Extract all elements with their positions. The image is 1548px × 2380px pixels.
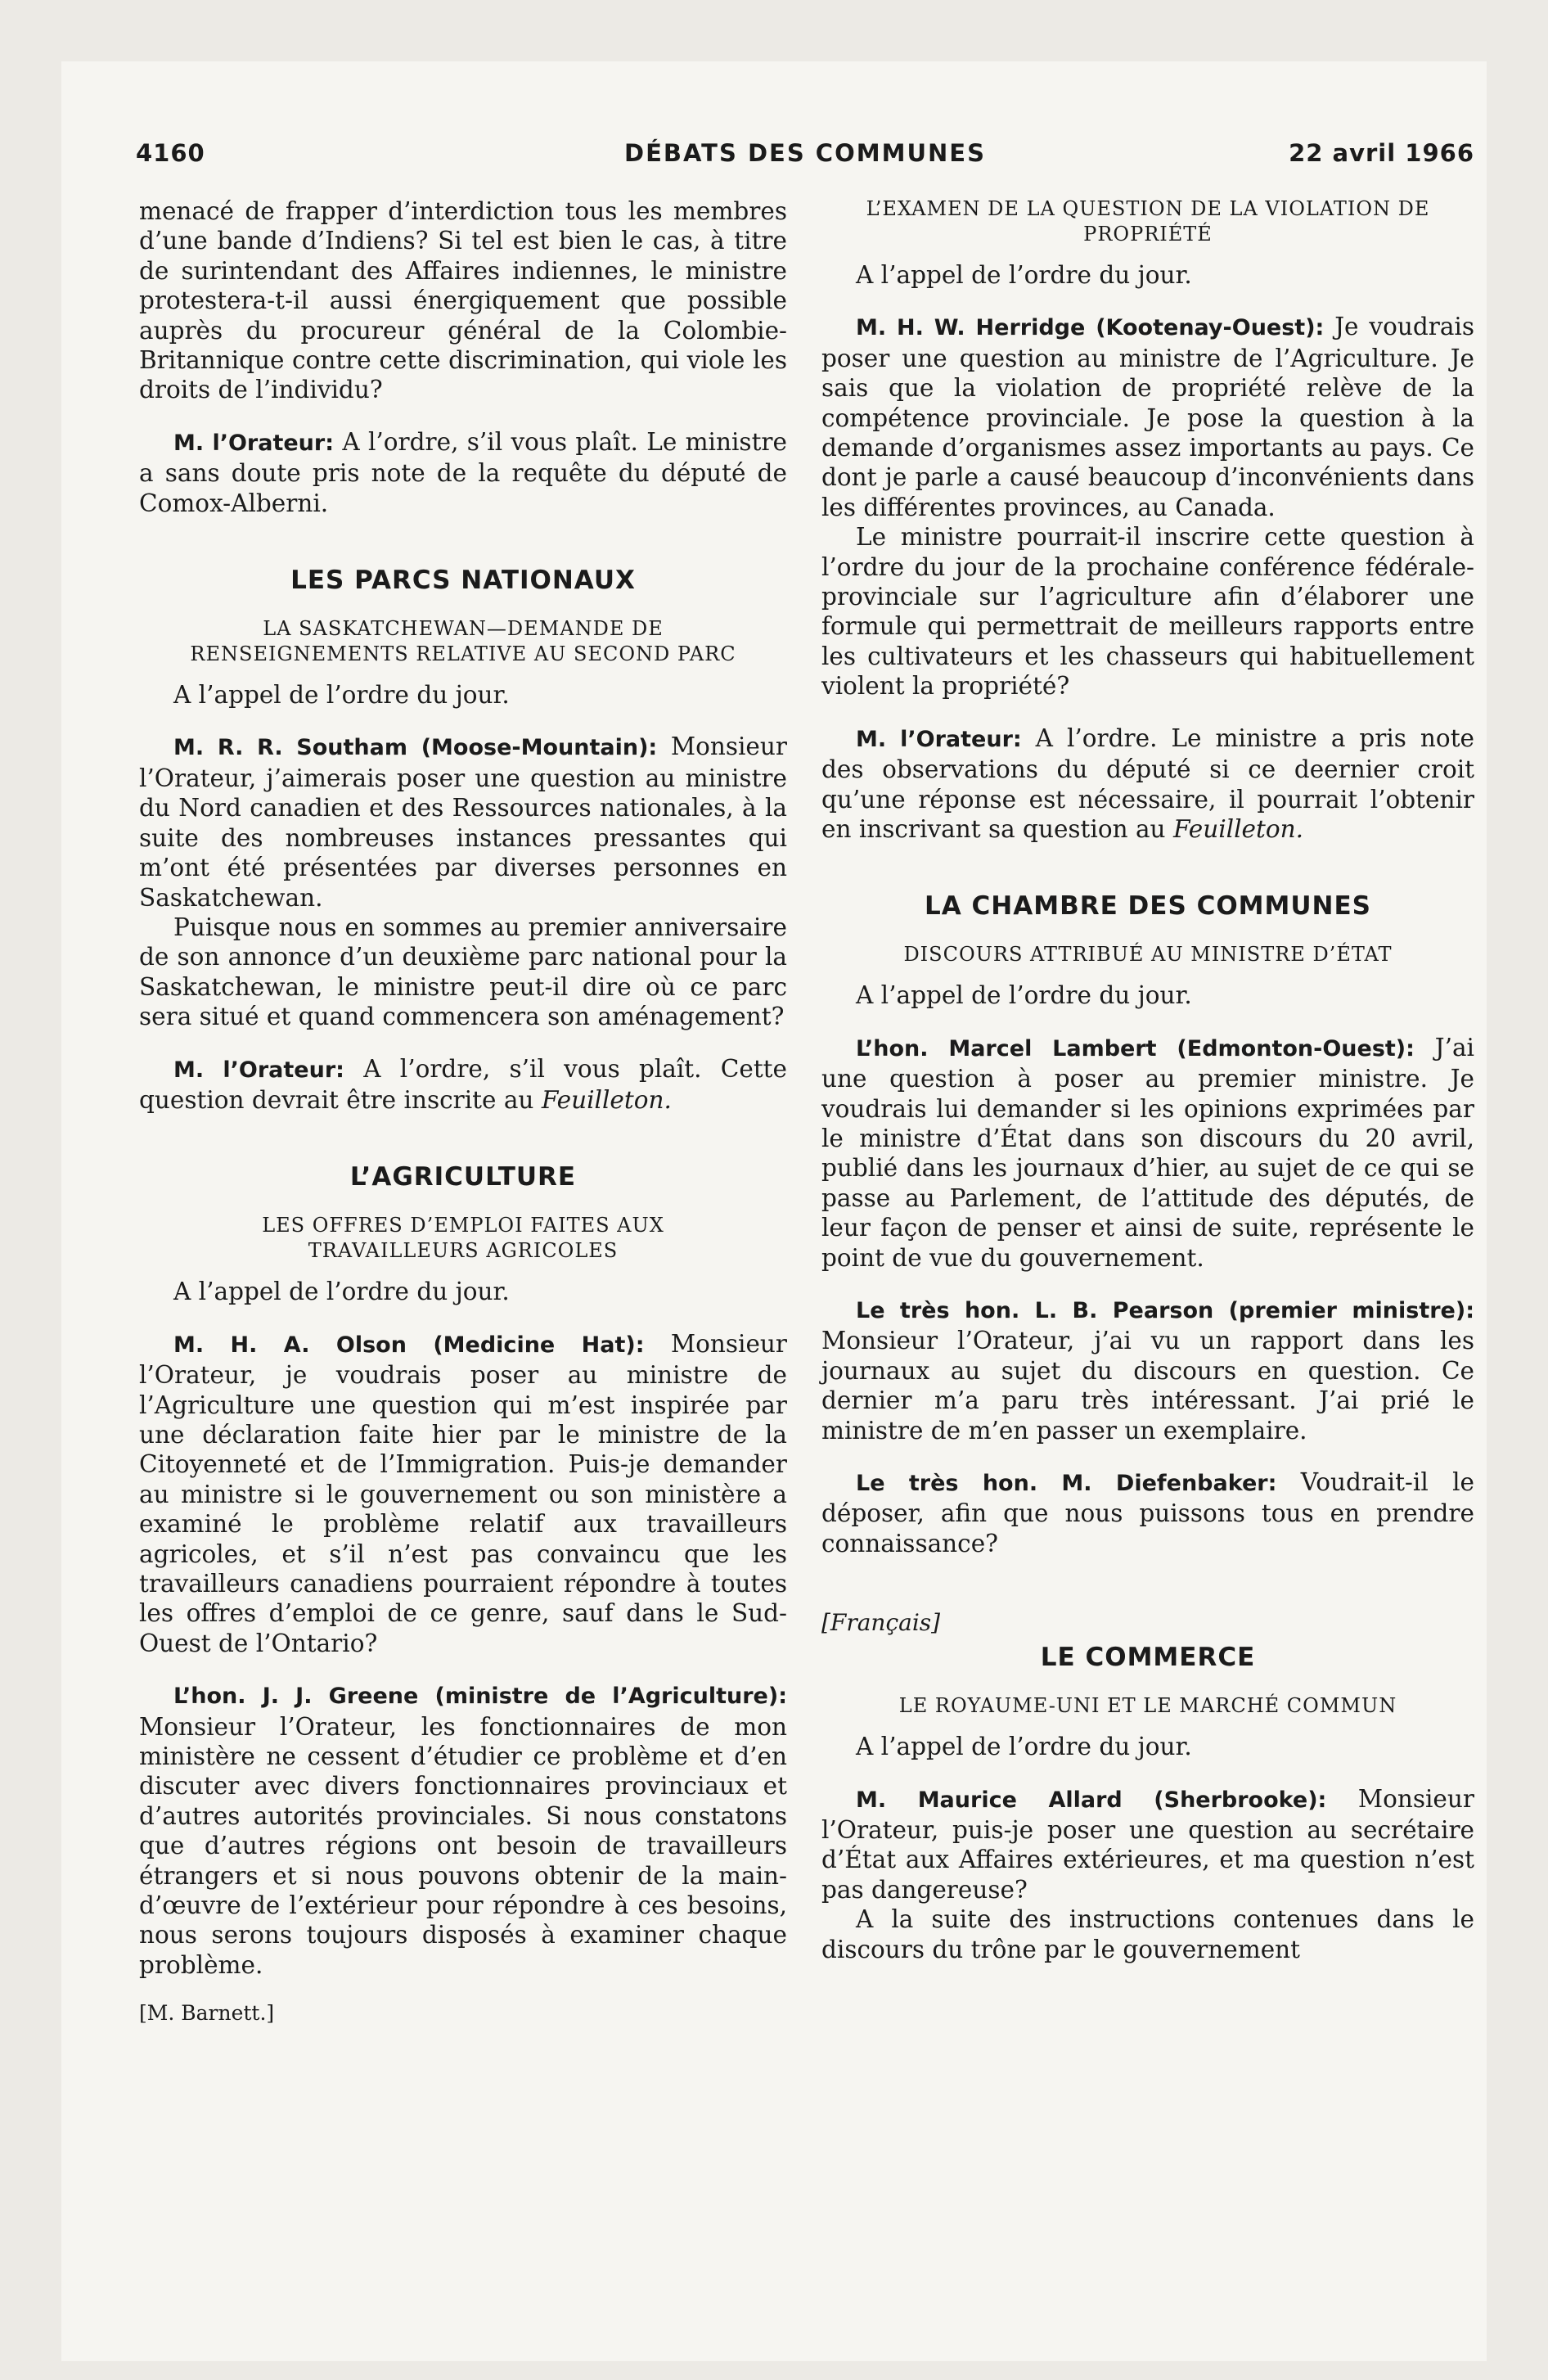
paragraph: menacé de frapper d’interdiction tous les membres d’une bande d’Indiens? Si tel est bien le cas, à titre de surintendant des Affaires indiennes, le ministre protestera-t-il aussi énergiquement que possible auprès du procureur général de la Colombie-Britannique contre cette discrimination, qui viole les droits de l’individu? [139,197,787,404]
paragraph [139,427,787,518]
speaker-name: Le très hon. M. Diefenbaker: [856,1471,1277,1496]
subsection-heading: DISCOURS ATTRIBUÉ AU MINISTRE D’ÉTAT [903,943,1393,967]
speaker-name: M. H. W. Herridge (Kootenay-Ouest): [856,315,1325,341]
paragraph [821,1033,1474,1273]
paragraph [821,312,1474,522]
speech-italic: Feuilleton. [541,1085,672,1114]
speech-text: Monsieur l’Orateur, les fonctionnaires de mon ministère ne cessent d’étudier ce problème et d’en discuter avec divers fonctionnaires provinciaux et d’autres autorités provinciales. Si nous constatons que d’autres régions ont besoin de travailleurs étrangers et si nous pouvons obtenir de la main-d’œuvre de l’extérieur pour répondre à ces besoins, nous serons toujours disposés à examiner chaque problème. [139,1712,787,1979]
speech-text: Je voudrais poser une question au ministre de l’Agriculture. Je sais que la violation de propriété relève de la compétence provinciale. Je pose la question à la demande d’organismes assez importants au pays. Ce dont je parle a causé beaucoup d’inconvénients dans les différentes provinces, au Canada. [821,313,1474,521]
section-heading: L’AGRICULTURE [349,1162,577,1192]
paragraph [139,1054,787,1116]
language-tag: [Français] [821,1609,941,1637]
speech-text: Monsieur l’Orateur, puis-je poser une question au secrétaire d’État aux Affaires extérieures, et ma question n’est pas dangereuse? [821,1784,1474,1904]
speaker-name: M. l’Orateur: [173,430,335,456]
speech-text: Monsieur l’Orateur, j’ai vu un rapport dans les journaux au sujet du discours en question. Ce dernier m’a paru très intéressant. J’ai prié le ministre de m’en passer un exemplaire. [821,1327,1474,1445]
paragraph: A l’appel de l’ordre du jour. [856,981,1192,1010]
subsection-heading: LES OFFRES D’EMPLOI FAITES AUX TRAVAILLEURS AGRICOLES [262,1214,664,1263]
speaker-name: M. H. A. Olson (Medicine Hat): [173,1332,645,1358]
paragraph [821,1295,1474,1445]
page-header [136,139,1474,172]
speaker-name: M. l’Orateur: [856,726,1022,752]
speech-text: Monsieur l’Orateur, je voudrais poser au ministre de l’Agriculture une question qui m’est inspirée par une déclaration faite hier par le ministre de la Citoyenneté et de l’Immigration. Puis-je demander au ministre si le gouvernement ou son ministère a examiné le problème relatif aux travailleurs agricoles, et s’il n’est pas convaincu que les travailleurs canadiens pourraient répondre à toutes les offres d’emploi de ce genre, sauf dans le Sud-Ouest de l’Ontario? [139,1329,788,1657]
paragraph [139,732,787,912]
speaker-attribution: [M. Barnett.] [139,2001,275,2026]
paragraph [139,1680,787,1980]
page-date: 22 avril 1966 [1289,139,1474,167]
paragraph: A l’appel de l’ordre du jour. [173,681,510,710]
right-column [821,196,1474,1964]
speech-text: J’ai une question à poser au premier ministre. Je voudrais lui demander si les opinions exprimées par le ministre d’État dans son discours du 20 avril, publié dans les journaux d’hier, au sujet de ce qui se passe au Parlement, de l’attitude des députés, de leur façon de penser et ainsi de suite, représente le point de vue du gouvernement. [821,1033,1474,1272]
paragraph: A la suite des instructions contenues dans le discours du trône par le gouvernement [821,1905,1474,1963]
running-title: DÉBATS DES COMMUNES [624,139,986,167]
speech-italic: Feuilleton. [1172,814,1304,843]
paragraph [821,1784,1474,1905]
subsection-heading: L’EXAMEN DE LA QUESTION DE LA VIOLATION DE PROPRIÉTÉ [866,197,1430,246]
speaker-name: L’hon. J. J. Greene (ministre de l’Agriculture): [173,1684,787,1710]
speech-text: Monsieur l’Orateur, j’aimerais poser une question au ministre du Nord canadien et des Ressources nationales, à la suite des nombreuses instances pressantes qui m’ont été présentées par diverses personnes en Saskatchewan. [139,732,787,912]
speaker-name: M. R. R. Southam (Moose-Mountain): [173,735,658,761]
left-column [139,196,787,2025]
speaker-name: Le très hon. L. B. Pearson (premier ministre): [856,1297,1474,1323]
speaker-name: M. Maurice Allard (Sherbrooke): [856,1787,1327,1813]
speech-text: A l’ordre, s’il vous plaît. Le ministre a sans doute pris note de la requête du député de Comox-Alberni. [139,427,787,517]
paragraph [821,723,1474,845]
paragraph: Le ministre pourrait-il inscrire cette question à l’ordre du jour de la prochaine conférence fédérale-provinciale sur l’agriculture afin d’élaborer une formule qui permettrait de meilleurs rapports entre les cultivateurs et les chasseurs qui habituellement violent la propriété? [821,523,1474,701]
paragraph: A l’appel de l’ordre du jour. [173,1278,510,1306]
page-number: 4160 [136,139,205,167]
paragraph [139,1329,787,1658]
speech-text: A l’ordre, s’il vous plaît. Cette question devrait être inscrite au [139,1054,787,1114]
subsection-heading: LE ROYAUME-UNI ET LE MARCHÉ COMMUN [898,1694,1397,1718]
paragraph: Puisque nous en sommes au premier anniversaire de son annonce d’un deuxième parc national pour la Saskatchewan, le ministre peut-il dire où ce parc sera situé et quand commencera son aménagement? [139,913,787,1031]
speaker-name: M. l’Orateur: [173,1057,344,1083]
section-heading: LE COMMERCE [1040,1643,1256,1673]
speech-text: A l’ordre. Le ministre a pris note des observations du député si ce deernier croit qu’une réponse est nécessaire, il pourrait l’obtenir en inscrivant sa question au [821,723,1475,843]
speaker-name: L’hon. Marcel Lambert (Edmonton-Ouest): [856,1035,1415,1062]
paragraph [821,1467,1474,1558]
paragraph: A l’appel de l’ordre du jour. [856,261,1192,289]
paragraph: A l’appel de l’ordre du jour. [856,1733,1192,1761]
section-heading: LA CHAMBRE DES COMMUNES [925,891,1371,922]
section-heading: LES PARCS NATIONAUX [290,566,636,596]
speech-text: Voudrait-il le déposer, afin que nous puissons tous en prendre connaissance? [821,1468,1474,1557]
subsection-heading: LA SASKATCHEWAN—DEMANDE DE RENSEIGNEMENTS RELATIVE AU SECOND PARC [190,617,736,666]
